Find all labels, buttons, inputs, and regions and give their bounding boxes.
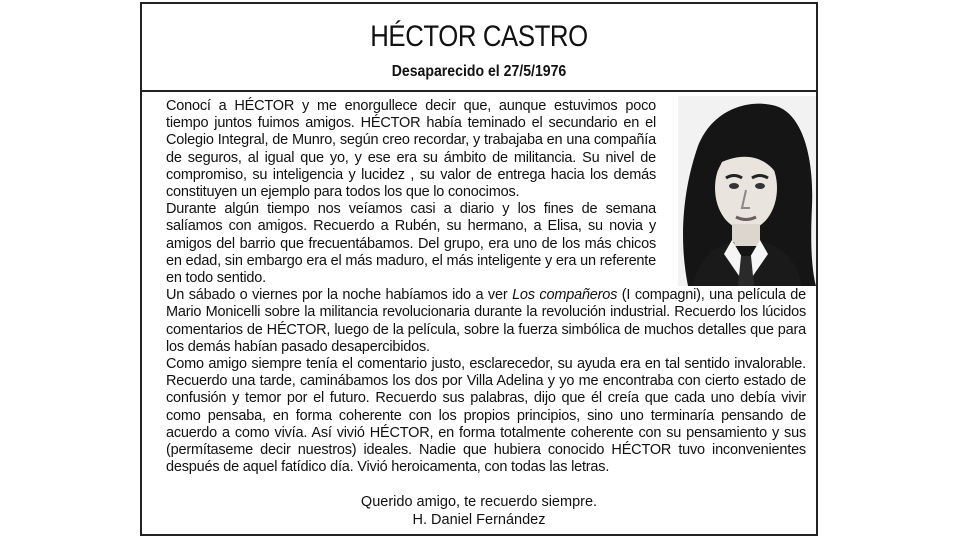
person-name: HÉCTOR CASTRO bbox=[370, 20, 588, 53]
paragraph-4: Como amigo siempre tenía el comentario justo, esclarecedor, su ayuda era en tal sentido invalorable. Recuerdo una tarde, caminábamos los dos por Villa Adelina y yo me encontraba con cierto estado de confusión y temor por el futuro. Recuerdo sus palabras, dijo que él creía que cada uno debía vivir como pensaba, en forma coherente con los propios principios, sino uno terminaría pensando de acuerdo a como vivía. Así vivió HÉCTOR, en forma totalmente coherente con su pensamiento y sus (permítaseme decir nuestros) ideales. Nadie que hubiera conocido HÉCTOR tuvo inconvenientes después de aquel fatídico día. Vivió heroicamenta, con todas las letras. bbox=[166, 356, 806, 476]
paragraph-3-text-start: Un sábado o viernes por la noche habíamos ido a ver bbox=[166, 287, 513, 304]
author-name: H. Daniel Fernández bbox=[412, 512, 546, 528]
paragraph-3-text-end: (I compagni), una película de Mario Monicelli sobre la militancia revolucionaria durante la revolución industrial. Recuerdo los lúcidos comentarios de HÉCTOR, luego de la película, sobre la fuerza simbólica de muchos detalles que para los demás habían pasado desapercibidos. bbox=[166, 287, 806, 355]
paragraph-1: Conocí a HÉCTOR y me enorgullece decir que, aunque estuvimos poco tiempo juntos fuimos amigos. HÉCTOR había teminado el secundario en el Colegio Integral, de Munro, según creo recordar, y trabajaba en una compañía de seguros, al igual que yo, y ese era su ámbito de militancia. Su nivel de compromiso, su inteligencia y lucidez , su valor de entrega hacia los demás constituyen un ejemplo para todos los que lo conocimos. bbox=[166, 98, 656, 201]
film-title: Los compañeros bbox=[512, 287, 618, 304]
closing-line: Querido amigo, te recuerdo siempre. bbox=[360, 494, 598, 510]
paragraph-3 bbox=[166, 287, 806, 356]
paragraph-2: Durante algún tiempo nos veíamos casi a diario y los fines de semana salíamos con amigos. Recuerdo a Rubén, su hermano, a Elisa, su novia y amigos del barrio que frecuentábamos. Del grupo, era uno de los más chicos en edad, sin embargo era el más maduro, el más inteligente y era un referente en todo sentido. bbox=[166, 201, 656, 287]
disappearance-date: Desaparecido el 27/5/1976 bbox=[391, 63, 567, 80]
notice-header bbox=[142, 4, 816, 92]
tribute-text bbox=[166, 98, 806, 476]
memorial-notice bbox=[140, 2, 818, 536]
